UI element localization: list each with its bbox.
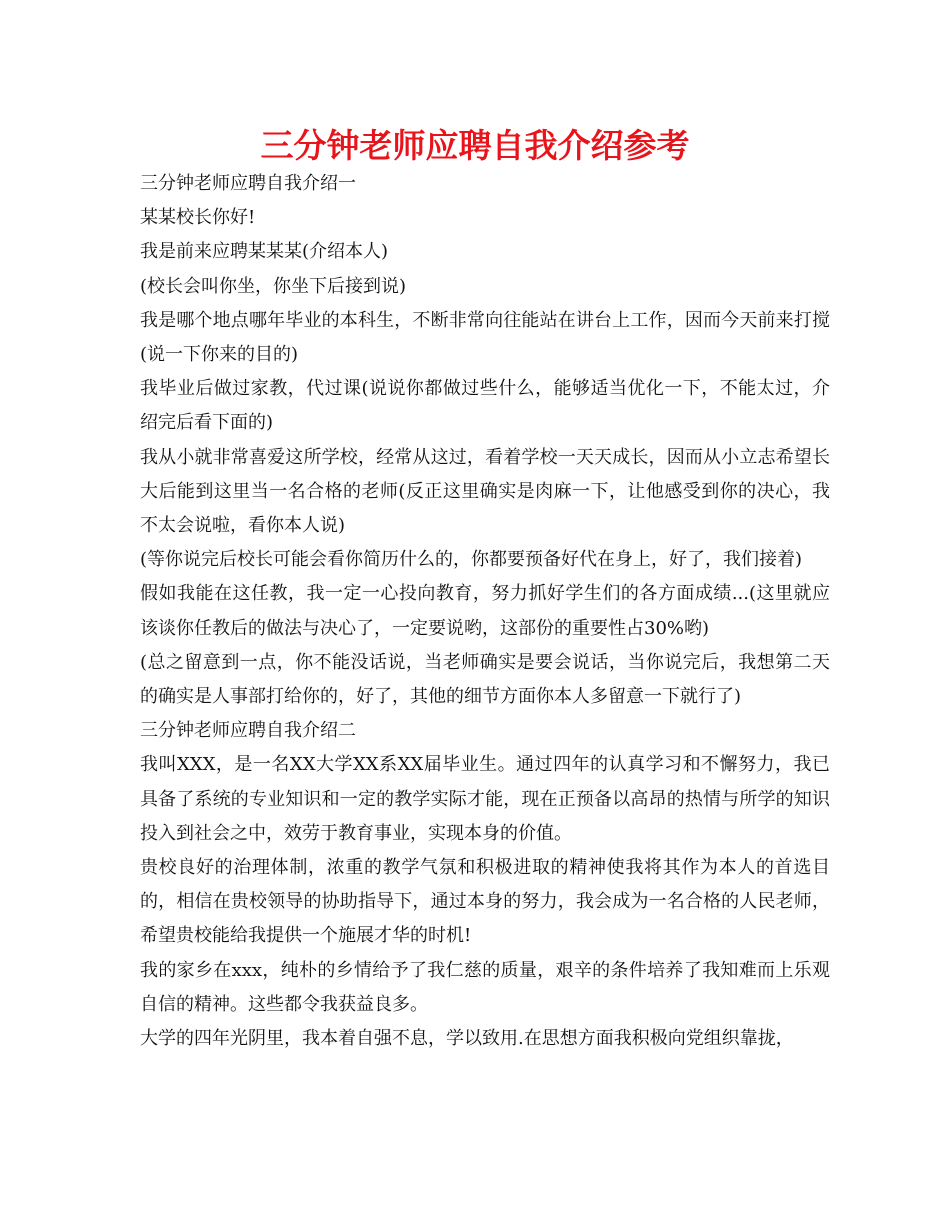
- paragraph: (等你说完后校长可能会看你简历什么的，你都要预备好代在身上，好了，我们接着): [140, 549, 803, 571]
- paragraph: 我毕业后做过家教，代过课(说说你都做过些什么，能够适当优化一下，不能太过，介绍完后看下面的): [140, 378, 830, 434]
- paragraph: 假如我能在这任教，我一定一心投向教育，努力抓好学生们的各方面成绩...(这里就应该谈你任教后的做法与决心了，一定要说哟，这部份的重要性占30%哟): [140, 583, 830, 639]
- paragraph: 我是前来应聘某某某(介绍本人): [140, 241, 389, 263]
- document-body: [140, 167, 830, 1056]
- paragraph-greeting: 某某校长你好!: [140, 207, 256, 229]
- paragraph: 我的家乡在xxx，纯朴的乡情给予了我仁慈的质量，艰辛的条件培养了我知难而上乐观自信的精神。这些都令我获益良多。: [140, 959, 830, 1015]
- paragraph: 贵校良好的治理体制，浓重的教学气氛和积极进取的精神使我将其作为本人的首选目的，相信在贵校领导的协助指导下，通过本身的努力，我会成为一名合格的人民老师，希望贵校能给我提供一个施展才华的时机!: [140, 857, 830, 947]
- heading-intro-one: 三分钟老师应聘自我介绍一: [140, 173, 356, 194]
- document-title: 三分钟老师应聘自我介绍参考: [260, 126, 690, 165]
- paragraph: 我从小就非常喜爱这所学校，经常从这过，看着学校一天天成长，因而从小立志希望长大后能到这里当一名合格的老师(反正这里确实是肉麻一下，让他感受到你的决心，我不太会说啦，看你本人说): [140, 446, 830, 537]
- paragraph: (校长会叫你坐，你坐下后接到说): [140, 275, 407, 297]
- paragraph: 大学的四年光阴里，我本着自强不息，学以致用.在思想方面我积极向党组织靠拢，: [140, 1028, 794, 1050]
- paragraph: (总之留意到一点，你不能没话说，当老师确实是要会说话，当你说完后，我想第二天的确实是人事部打给你的，好了，其他的细节方面你本人多留意一下就行了): [140, 651, 830, 708]
- heading-intro-two: 三分钟老师应聘自我介绍二: [140, 720, 356, 742]
- paragraph: 我是哪个地点哪年毕业的本科生，不断非常向往能站在讲台上工作，因而今天前来打搅(说一下你来的目的): [140, 309, 830, 366]
- paragraph: 我叫XXX，是一名XX大学XX系XX届毕业生。通过四年的认真学习和不懈努力，我已具备了系统的专业知识和一定的教学实际才能，现在正预备以高昂的热情与所学的知识投入到社会之中，效劳于教育事业，实现本身的价值。: [140, 754, 830, 844]
